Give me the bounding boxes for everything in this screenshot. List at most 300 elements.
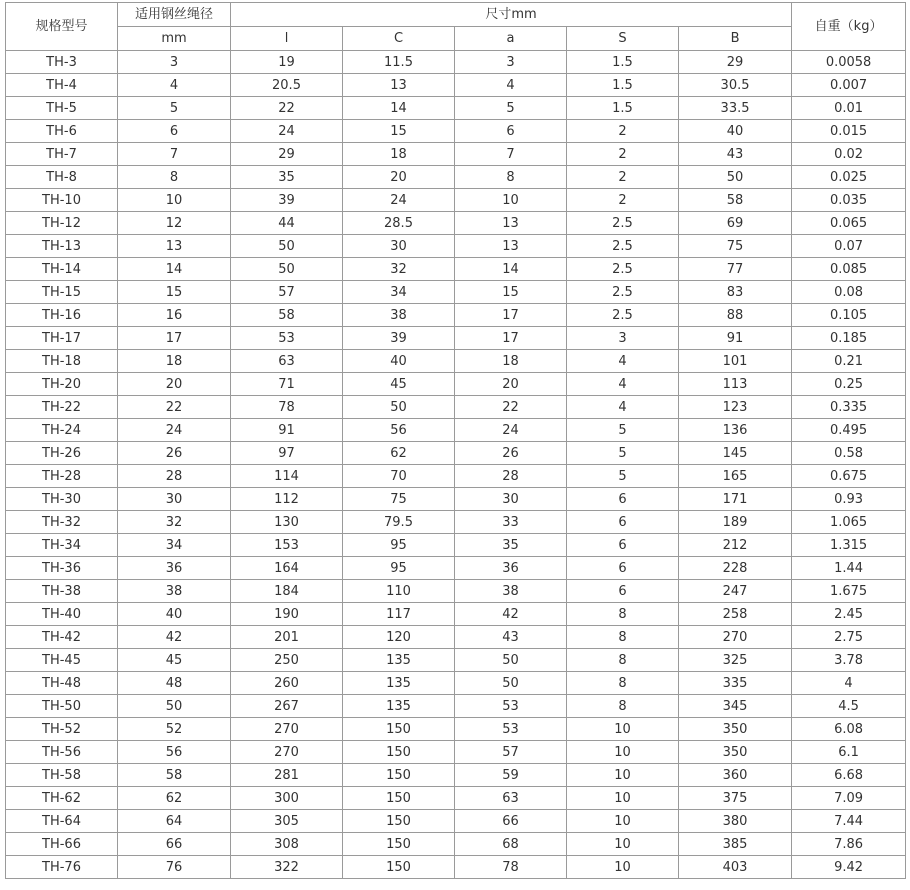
cell-b: 350 [679,718,792,741]
cell-c: 150 [343,764,455,787]
cell-b: 101 [679,350,792,373]
cell-model: TH-66 [6,833,118,856]
cell-model: TH-7 [6,143,118,166]
cell-l: 58 [231,304,343,327]
cell-b: 212 [679,534,792,557]
cell-s: 10 [567,787,679,810]
cell-rope-diameter: 18 [118,350,231,373]
cell-rope-diameter: 22 [118,396,231,419]
cell-model: TH-76 [6,856,118,879]
table-row [6,258,906,281]
cell-s: 1.5 [567,74,679,97]
table-row [6,51,906,74]
cell-rope-diameter: 17 [118,327,231,350]
cell-s: 5 [567,419,679,442]
cell-rope-diameter: 34 [118,534,231,557]
cell-s: 4 [567,396,679,419]
cell-weight: 9.42 [792,856,906,879]
cell-weight: 7.44 [792,810,906,833]
cell-c: 20 [343,166,455,189]
cell-c: 13 [343,74,455,97]
table-row [6,281,906,304]
cell-b: 258 [679,603,792,626]
cell-model: TH-50 [6,695,118,718]
cell-b: 88 [679,304,792,327]
cell-s: 2 [567,143,679,166]
spec-table [5,2,906,879]
cell-rope-diameter: 12 [118,212,231,235]
cell-b: 75 [679,235,792,258]
cell-b: 375 [679,787,792,810]
cell-l: 250 [231,649,343,672]
table-row [6,327,906,350]
cell-b: 145 [679,442,792,465]
cell-l: 91 [231,419,343,442]
cell-l: 308 [231,833,343,856]
cell-a: 20 [455,373,567,396]
cell-weight: 6.1 [792,741,906,764]
cell-b: 29 [679,51,792,74]
cell-l: 270 [231,741,343,764]
cell-l: 78 [231,396,343,419]
cell-rope-diameter: 5 [118,97,231,120]
cell-c: 135 [343,649,455,672]
cell-rope-diameter: 6 [118,120,231,143]
cell-weight: 2.75 [792,626,906,649]
cell-s: 6 [567,580,679,603]
cell-a: 8 [455,166,567,189]
cell-s: 2.5 [567,258,679,281]
cell-s: 5 [567,465,679,488]
table-row [6,97,906,120]
cell-s: 2 [567,120,679,143]
cell-model: TH-32 [6,511,118,534]
cell-b: 171 [679,488,792,511]
table-row [6,764,906,787]
cell-s: 2.5 [567,281,679,304]
cell-s: 10 [567,718,679,741]
cell-a: 13 [455,235,567,258]
header-row-2 [6,27,906,51]
cell-l: 97 [231,442,343,465]
cell-b: 247 [679,580,792,603]
cell-rope-diameter: 76 [118,856,231,879]
table-row [6,235,906,258]
cell-b: 50 [679,166,792,189]
cell-weight: 6.08 [792,718,906,741]
cell-b: 165 [679,465,792,488]
table-row [6,603,906,626]
cell-model: TH-12 [6,212,118,235]
table-row [6,626,906,649]
cell-rope-diameter: 48 [118,672,231,695]
cell-l: 44 [231,212,343,235]
cell-c: 15 [343,120,455,143]
cell-c: 30 [343,235,455,258]
cell-c: 34 [343,281,455,304]
cell-b: 40 [679,120,792,143]
header-weight: 自重（kg） [792,3,906,51]
cell-s: 10 [567,810,679,833]
cell-weight: 0.015 [792,120,906,143]
table-row [6,442,906,465]
table-row [6,718,906,741]
cell-weight: 0.495 [792,419,906,442]
cell-rope-diameter: 26 [118,442,231,465]
cell-l: 270 [231,718,343,741]
cell-a: 63 [455,787,567,810]
cell-a: 33 [455,511,567,534]
cell-l: 35 [231,166,343,189]
cell-weight: 4 [792,672,906,695]
cell-b: 58 [679,189,792,212]
cell-weight: 0.08 [792,281,906,304]
cell-model: TH-36 [6,557,118,580]
cell-b: 270 [679,626,792,649]
cell-rope-diameter: 50 [118,695,231,718]
cell-s: 1.5 [567,97,679,120]
table-row [6,488,906,511]
cell-model: TH-64 [6,810,118,833]
cell-b: 380 [679,810,792,833]
cell-l: 29 [231,143,343,166]
cell-l: 190 [231,603,343,626]
cell-a: 10 [455,189,567,212]
cell-weight: 0.105 [792,304,906,327]
cell-model: TH-17 [6,327,118,350]
cell-rope-diameter: 62 [118,787,231,810]
cell-l: 201 [231,626,343,649]
header-row-1 [6,3,906,27]
cell-a: 42 [455,603,567,626]
cell-model: TH-38 [6,580,118,603]
cell-s: 4 [567,350,679,373]
cell-rope-diameter: 10 [118,189,231,212]
cell-c: 150 [343,810,455,833]
cell-model: TH-40 [6,603,118,626]
cell-model: TH-62 [6,787,118,810]
cell-l: 50 [231,258,343,281]
cell-a: 53 [455,695,567,718]
cell-a: 59 [455,764,567,787]
cell-l: 71 [231,373,343,396]
cell-model: TH-3 [6,51,118,74]
cell-l: 153 [231,534,343,557]
cell-weight: 1.315 [792,534,906,557]
cell-s: 8 [567,603,679,626]
cell-c: 40 [343,350,455,373]
cell-s: 6 [567,557,679,580]
cell-model: TH-34 [6,534,118,557]
cell-c: 32 [343,258,455,281]
cell-l: 164 [231,557,343,580]
cell-b: 325 [679,649,792,672]
cell-c: 150 [343,787,455,810]
cell-s: 8 [567,626,679,649]
cell-l: 300 [231,787,343,810]
cell-c: 70 [343,465,455,488]
cell-rope-diameter: 24 [118,419,231,442]
cell-b: 113 [679,373,792,396]
cell-weight: 7.09 [792,787,906,810]
cell-s: 10 [567,764,679,787]
cell-s: 8 [567,649,679,672]
cell-a: 13 [455,212,567,235]
cell-model: TH-26 [6,442,118,465]
cell-b: 123 [679,396,792,419]
cell-b: 83 [679,281,792,304]
cell-l: 267 [231,695,343,718]
cell-b: 189 [679,511,792,534]
header-col-l: l [231,27,343,51]
cell-weight: 0.58 [792,442,906,465]
cell-weight: 0.085 [792,258,906,281]
cell-model: TH-4 [6,74,118,97]
table-row [6,189,906,212]
cell-s: 6 [567,511,679,534]
table-row [6,304,906,327]
cell-b: 136 [679,419,792,442]
table-row [6,465,906,488]
cell-s: 2.5 [567,235,679,258]
cell-rope-diameter: 58 [118,764,231,787]
cell-l: 114 [231,465,343,488]
cell-rope-diameter: 36 [118,557,231,580]
cell-s: 1.5 [567,51,679,74]
cell-weight: 4.5 [792,695,906,718]
cell-weight: 0.93 [792,488,906,511]
table-row [6,396,906,419]
cell-weight: 0.065 [792,212,906,235]
cell-rope-diameter: 52 [118,718,231,741]
cell-model: TH-24 [6,419,118,442]
cell-model: TH-56 [6,741,118,764]
cell-l: 24 [231,120,343,143]
table-row [6,419,906,442]
cell-weight: 1.065 [792,511,906,534]
cell-a: 17 [455,304,567,327]
cell-model: TH-10 [6,189,118,212]
cell-rope-diameter: 14 [118,258,231,281]
cell-b: 77 [679,258,792,281]
cell-a: 15 [455,281,567,304]
cell-c: 56 [343,419,455,442]
cell-a: 18 [455,350,567,373]
cell-l: 305 [231,810,343,833]
table-row [6,833,906,856]
cell-l: 184 [231,580,343,603]
cell-a: 50 [455,672,567,695]
cell-weight: 1.44 [792,557,906,580]
cell-weight: 0.035 [792,189,906,212]
cell-l: 39 [231,189,343,212]
cell-rope-diameter: 64 [118,810,231,833]
cell-l: 112 [231,488,343,511]
cell-weight: 0.02 [792,143,906,166]
table-row [6,787,906,810]
header-rope-diameter: 适用钢丝绳径 [118,3,231,27]
cell-b: 403 [679,856,792,879]
cell-rope-diameter: 4 [118,74,231,97]
cell-a: 28 [455,465,567,488]
table-row [6,695,906,718]
cell-a: 38 [455,580,567,603]
cell-l: 20.5 [231,74,343,97]
cell-s: 10 [567,856,679,879]
cell-b: 335 [679,672,792,695]
table-row [6,143,906,166]
cell-s: 2.5 [567,304,679,327]
cell-weight: 0.185 [792,327,906,350]
cell-rope-diameter: 56 [118,741,231,764]
cell-s: 8 [567,695,679,718]
cell-rope-diameter: 15 [118,281,231,304]
cell-model: TH-58 [6,764,118,787]
cell-rope-diameter: 20 [118,373,231,396]
cell-c: 14 [343,97,455,120]
cell-model: TH-22 [6,396,118,419]
cell-s: 2.5 [567,212,679,235]
cell-c: 50 [343,396,455,419]
cell-a: 78 [455,856,567,879]
cell-weight: 0.335 [792,396,906,419]
cell-c: 120 [343,626,455,649]
cell-s: 10 [567,741,679,764]
cell-c: 39 [343,327,455,350]
cell-rope-diameter: 38 [118,580,231,603]
cell-rope-diameter: 13 [118,235,231,258]
cell-s: 2 [567,166,679,189]
cell-model: TH-52 [6,718,118,741]
cell-c: 24 [343,189,455,212]
table-row [6,649,906,672]
cell-rope-diameter: 28 [118,465,231,488]
cell-model: TH-5 [6,97,118,120]
cell-a: 57 [455,741,567,764]
cell-s: 6 [567,534,679,557]
cell-rope-diameter: 7 [118,143,231,166]
cell-a: 14 [455,258,567,281]
table-row [6,856,906,879]
header-rope-unit: mm [118,27,231,51]
cell-b: 33.5 [679,97,792,120]
cell-c: 79.5 [343,511,455,534]
cell-a: 53 [455,718,567,741]
cell-rope-diameter: 32 [118,511,231,534]
header-col-c: C [343,27,455,51]
cell-b: 345 [679,695,792,718]
cell-a: 4 [455,74,567,97]
cell-b: 91 [679,327,792,350]
cell-weight: 6.68 [792,764,906,787]
cell-s: 4 [567,373,679,396]
table-row [6,74,906,97]
cell-c: 28.5 [343,212,455,235]
cell-l: 322 [231,856,343,879]
cell-a: 66 [455,810,567,833]
cell-weight: 0.0058 [792,51,906,74]
table-row [6,534,906,557]
cell-c: 95 [343,557,455,580]
cell-b: 360 [679,764,792,787]
cell-l: 19 [231,51,343,74]
cell-s: 8 [567,672,679,695]
cell-c: 95 [343,534,455,557]
table-row [6,120,906,143]
cell-a: 24 [455,419,567,442]
cell-a: 6 [455,120,567,143]
cell-model: TH-8 [6,166,118,189]
cell-s: 2 [567,189,679,212]
cell-l: 57 [231,281,343,304]
cell-rope-diameter: 3 [118,51,231,74]
cell-weight: 0.01 [792,97,906,120]
cell-weight: 0.25 [792,373,906,396]
cell-b: 43 [679,143,792,166]
cell-c: 75 [343,488,455,511]
header-col-b: B [679,27,792,51]
table-row [6,741,906,764]
table-row [6,350,906,373]
cell-s: 5 [567,442,679,465]
header-col-a: a [455,27,567,51]
cell-c: 150 [343,856,455,879]
cell-s: 3 [567,327,679,350]
table-row [6,212,906,235]
cell-l: 50 [231,235,343,258]
cell-weight: 7.86 [792,833,906,856]
cell-rope-diameter: 42 [118,626,231,649]
cell-model: TH-14 [6,258,118,281]
table-row [6,557,906,580]
cell-weight: 2.45 [792,603,906,626]
cell-a: 22 [455,396,567,419]
cell-b: 30.5 [679,74,792,97]
cell-a: 35 [455,534,567,557]
cell-model: TH-45 [6,649,118,672]
cell-l: 63 [231,350,343,373]
cell-s: 10 [567,833,679,856]
cell-c: 62 [343,442,455,465]
cell-l: 22 [231,97,343,120]
cell-l: 260 [231,672,343,695]
cell-s: 6 [567,488,679,511]
cell-a: 17 [455,327,567,350]
table-row [6,511,906,534]
cell-a: 7 [455,143,567,166]
cell-rope-diameter: 16 [118,304,231,327]
cell-c: 135 [343,695,455,718]
cell-weight: 0.007 [792,74,906,97]
cell-weight: 3.78 [792,649,906,672]
cell-model: TH-30 [6,488,118,511]
cell-a: 30 [455,488,567,511]
cell-model: TH-18 [6,350,118,373]
cell-a: 68 [455,833,567,856]
cell-l: 281 [231,764,343,787]
cell-model: TH-28 [6,465,118,488]
cell-c: 117 [343,603,455,626]
cell-weight: 0.21 [792,350,906,373]
cell-rope-diameter: 40 [118,603,231,626]
cell-rope-diameter: 8 [118,166,231,189]
cell-model: TH-13 [6,235,118,258]
table-body [6,3,906,879]
cell-b: 69 [679,212,792,235]
cell-weight: 0.07 [792,235,906,258]
table-row [6,166,906,189]
cell-c: 135 [343,672,455,695]
